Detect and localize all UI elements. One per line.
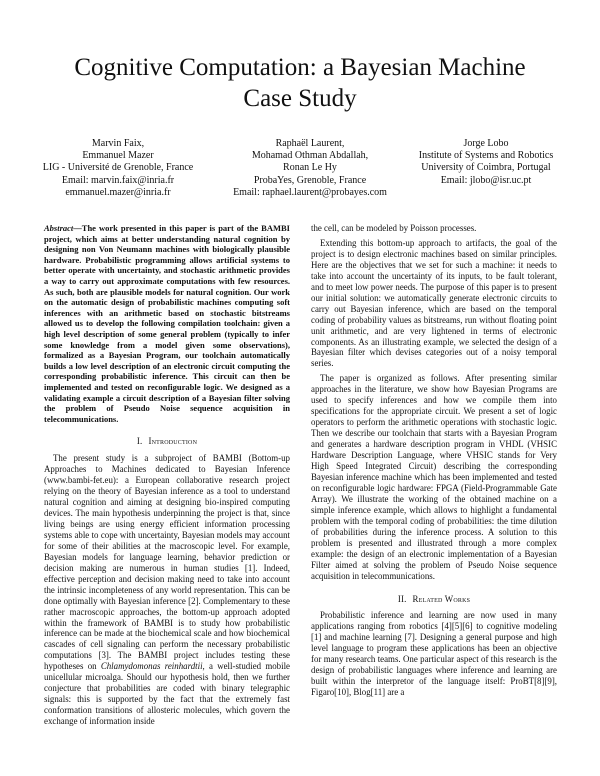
paragraph: Probabilistic inference and learning are now used in many applications ranging from robotics [4][5][6] to cognitive modeling [1] and machine learning [7]. Designing a general purpose and high level language to program these applications has been an objective for many research teams. One particular aspect of this research is the design of probabilistic languages where inference and learning are built within the interpretor of the language itself: ProBT[8][9], Figaro[10], Blog[11] are a	[311, 610, 557, 698]
author-email: Email: raphael.laurent@probayes.com	[233, 186, 387, 198]
author-email: Email: jlobo@isr.uc.pt	[440, 174, 532, 186]
paragraph-text: The present study is a subproject of BAMBI (Bottom-up Approaches to Machines dedicated to Bayesian Inference (www.bambi-fet.eu): a European collaborative research project relying on the theory of Bayesian inference as a tool to understand natural cognition and aiming at designing bio-inspired computing devices. The main hypothesis underpinning the project is that, since living beings are using energy efficient information processing systems able to cope with uncertainty, Bayesian models may account for some of their abilities at the macroscopic level. For example, Bayesian models for language learning, behavior prediction or decision making are numerous in human studies [1]. Indeed, effective perception and decision making need to take into account the intrinsic incompleteness of any world representation. This can be done optimally with Bayesian inference [2]. Complementary to these rather macroscopic approaches, the bottom-up approach adopted within the framework of BAMBI is to study how probabilistic inference can be made at the biochemical scale and how biochemical cascades of cell signaling can perform the necessary probabilistic computations [3]. The BAMBI project includes testing these hypotheses on	[44, 453, 290, 672]
author-name: Ronan Le Hy	[283, 162, 337, 174]
author-name: Raphaël Laurent,	[275, 138, 345, 149]
section-heading-related-works	[311, 594, 557, 605]
section-number: II.	[397, 593, 407, 604]
right-column	[311, 223, 557, 702]
author-block-2	[220, 138, 400, 199]
abstract-label: Abstract	[44, 223, 74, 233]
paragraph-text: , a well-studied mobile unicellular microalga. Should our hypothesis hold, then we further conjecture that probabilities are coded with binary telegraphic signals: this is supported by the fact that the extremely fast conformation transitions of allosteric molecules, which govern the exchange of information inside	[44, 661, 290, 727]
author-affiliation: LIG - Université de Grenoble, France	[42, 162, 194, 174]
section-title: Related Works	[412, 593, 471, 604]
title-line-2: Case Study	[243, 85, 357, 112]
abstract-text: —The work presented in this paper is part of the BAMBI project, which aims at better understanding natural cognition by designing non Von Neumann machines with biologically plausible hardware. Probabilistic programming allows artificial systems to better operate with uncertainty, and stochastic arithmetic provides a way to carry out approximate computations with few resources. As such, both are plausible models for natural cognition. Our work on the automatic design of probabilistic machines computing soft inferences with an arithmetic based on stochastic bitstreams allowed us to develop the following compilation toolchain: given a high level description of some general problem (typically to infer some knowledge from a model given some observations), formalized as a Bayesian Program, our toolchain automatically builds a low level description of an electronic circuit computing the corresponding probabilistic inference. This circuit can then be implemented and tested on reconfigurable logic. We designed as a validating example a circuit description of a Bayesian filter solving the problem of Pseudo Noise sequence acquisition in telecommunications.	[44, 223, 290, 424]
author-affiliation: Institute of Systems and Robotics	[418, 150, 554, 162]
section-number: I.	[136, 436, 143, 447]
author-name: Jorge Lobo	[463, 138, 509, 149]
author-block-1	[18, 138, 218, 199]
author-block-3	[400, 138, 572, 187]
paper-title	[40, 52, 560, 114]
abstract	[44, 223, 290, 424]
section-title: Introduction	[148, 436, 198, 447]
paragraph: The paper is organized as follows. After presenting similar approaches in the literature, we show how Bayesian Programs are used to specify inferences and how we compile them into specifications for the appropriate circuit. We present a set of logic operators to perform the arithmetic operations with stochastic logic. Then we describe our toolchain that starts with a Bayesian Program and generates a hardware description program in VHDL (VHSIC Hardware Description Language, where VHSIC stands for Very High Speed Integrated Circuit) describing the corresponding Bayesian inference machine which has been implemented and tested on reconfigurable logic hardware: FPGA (Field-Programmable Gate Array). We illustrate the working of the obtained machine on a simple inference example, which allows to highlight a fundamental problem with the temporal coding of probabilities: the time dilution of probabilities during the inference process. A solution to this problem is presented and illustrated through a more complex example: the design of an electronic implementation of a Bayesian Filter aimed at solving the problem of Pseudo Noise sequence acquisition in telecommunications.	[311, 373, 557, 581]
title-line-1: Cognitive Computation: a Bayesian Machine	[74, 54, 526, 81]
paragraph: the cell, can be modeled by Poisson processes.	[311, 223, 477, 233]
author-name: Emmanuel Mazer	[82, 150, 154, 162]
author-email: Email: marvin.faix@inria.fr	[61, 174, 175, 186]
paragraph: Extending this bottom-up approach to artifacts, the goal of the project is to design electronic machines based on similar principles. Here are the objectives that we set for such a machine: it needs to take into account the uncertainty of its inputs, to be fault tolerant, and to meet low power needs. The purpose of this paper is to present our initial solution: we automatically generate electronic circuits to carry out Bayesian inference, which are based on the temporal coding of probability values as bitstreams, run without floating point unit arithmetic, and are very lightened in terms of electronic components. As an illustrating example, we selected the design of a Bayesian filter which devises categories out of a noisy temporal series.	[311, 237, 557, 369]
species-name: Chlamydomonas reinhardtii	[100, 661, 203, 672]
section-heading-introduction	[44, 436, 290, 447]
author-affiliation: ProbaYes, Grenoble, France	[253, 174, 367, 186]
author-email: emmanuel.mazer@inria.fr	[65, 186, 171, 198]
author-affiliation: University of Coimbra, Portugal	[421, 162, 551, 174]
author-name: Mohamad Othman Abdallah,	[251, 150, 369, 162]
paragraph	[44, 453, 290, 727]
left-column	[44, 223, 290, 731]
author-name: Marvin Faix,	[91, 138, 145, 149]
